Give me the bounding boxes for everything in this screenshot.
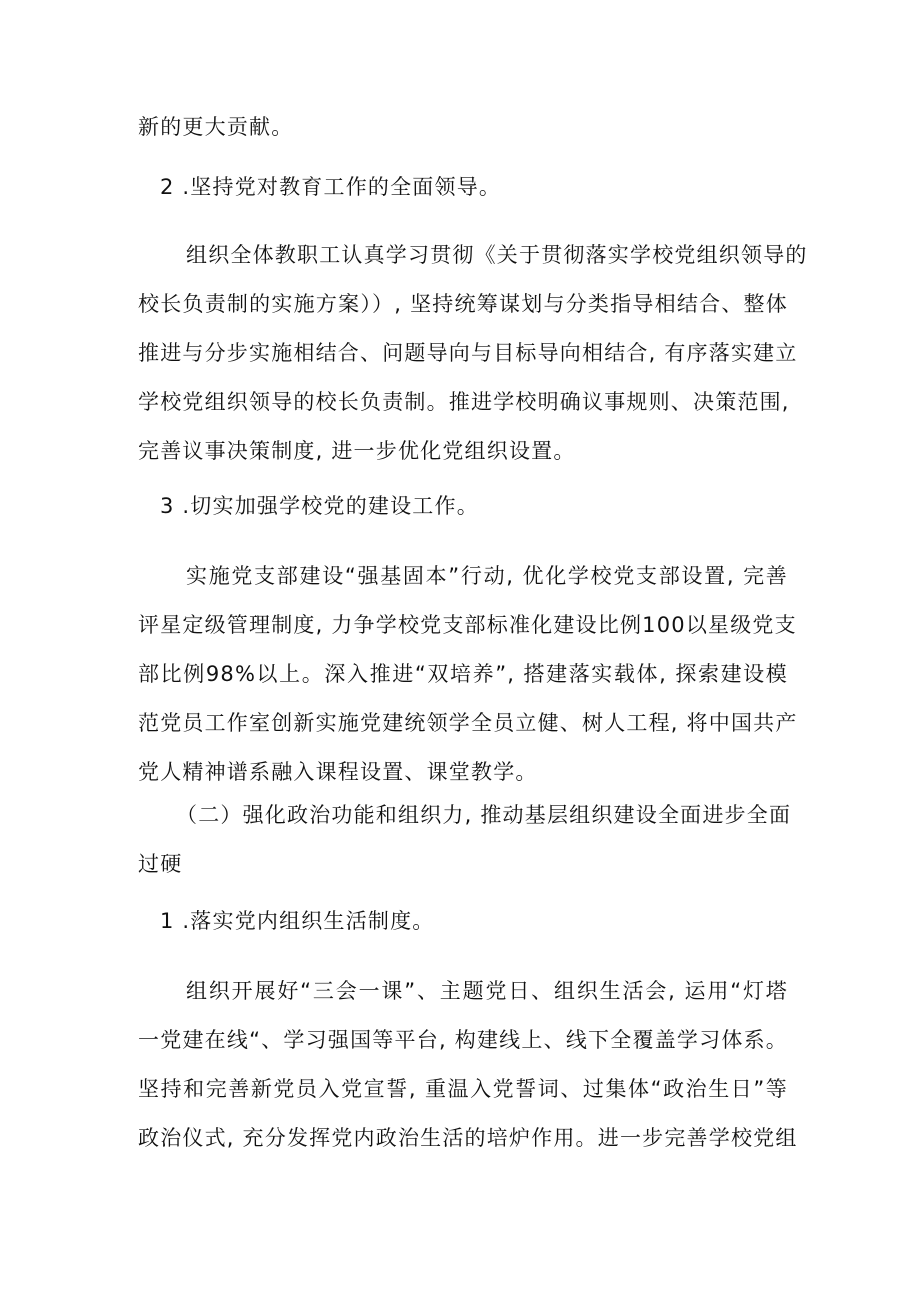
section-heading: （二）强化政治功能和组织力, 推动基层组织建设全面进步全面	[176, 803, 792, 827]
paragraph-line: 党人精神谱系融入课程设置、课堂教学。	[138, 760, 538, 784]
paragraph-line: 坚持和完善新党员入党宣誓, 重温入党誓词、过集体“政治生日”等	[138, 1077, 788, 1101]
paragraph-line: 组织开展好“三会一课”、主题党日、组织生活会, 运用“灯塔	[186, 979, 788, 1003]
section-heading: 1 .落实党内组织生活制度。	[160, 909, 435, 933]
paragraph-line: 组织全体教职工认真学习贯彻《关于贯彻落实学校党组织领导的	[186, 243, 808, 267]
paragraph-line: 完善议事决策制度, 进一步优化党组织设置。	[138, 439, 576, 463]
paragraph-line: 范党员工作室创新实施党建统领学全员立健、树人工程, 将中国共产	[138, 711, 798, 735]
paragraph-line: 校长负责制的实施方案））, 坚持统筹谋划与分类指导相结合、整体	[138, 292, 788, 316]
section-heading: 2 .坚持党对教育工作的全面领导。	[160, 175, 502, 199]
paragraph-line: 实施党支部建设“强基固本”行动, 优化学校党支部设置, 完善	[186, 564, 788, 588]
section-heading: 3 .切实加强学校党的建设工作。	[160, 494, 479, 518]
paragraph-line: 政治仪式, 充分发挥党内政治生活的培炉作用。进一步完善学校党组	[138, 1126, 798, 1150]
paragraph-line: 学校党组织领导的校长负责制。推进学校明确议事规则、决策范围,	[138, 390, 790, 414]
paragraph-line: 新的更大贡献。	[138, 115, 294, 139]
section-heading: 过硬	[138, 852, 183, 876]
paragraph-line: 一党建在线“、学习强国等平台, 构建线上、线下全覆盖学习体系。	[138, 1028, 788, 1052]
paragraph-line: 评星定级管理制度, 力争学校党支部标准化建设比例100以星级党支	[138, 613, 797, 637]
paragraph-line: 推进与分步实施相结合、问题导向与目标导向相结合, 有序落实建立	[138, 341, 798, 365]
paragraph-line: 部比例98%以上。深入推进“双培养”, 搭建落实载体, 探索建设模	[138, 662, 788, 686]
